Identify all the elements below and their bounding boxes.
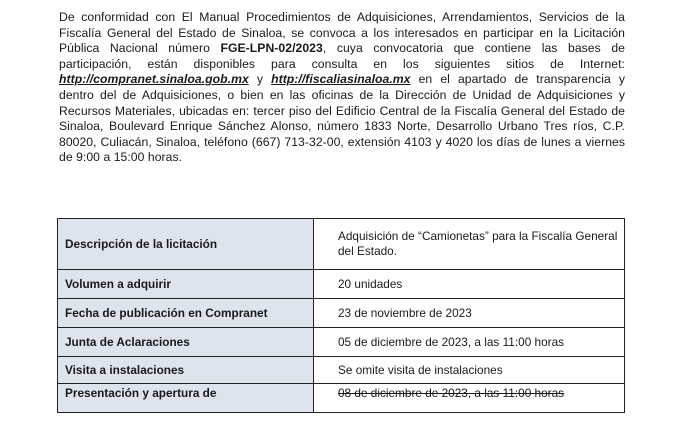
row-label: Junta de Aclaraciones — [58, 328, 314, 357]
row-label: Fecha de publicación en Compranet — [58, 299, 314, 328]
row-value: 08 de diciembre de 2023, a las 11:00 horas — [314, 384, 625, 413]
table-row-site-visit — [58, 357, 625, 384]
table-row-clarifications — [58, 328, 625, 357]
row-label: Presentación y apertura de — [58, 384, 314, 413]
row-value: Se omite visita de instalaciones — [314, 357, 625, 384]
row-label: Visita a instalaciones — [58, 357, 314, 384]
row-value: 20 unidades — [314, 270, 625, 299]
table-row-volume — [58, 270, 625, 299]
row-value: Adquisición de “Camionetas” para la Fiscalía General del Estado. — [314, 219, 625, 270]
intro-text-4: en el apartado de transparencia y dentro del de Adquisiciones, o bien en las oficinas de la Dirección de Unidad de Adquisiciones y Recursos Materiales, ubicadas en: tercer piso del Edificio Central de la Fiscalía General del Estado de Sinaloa, Boulevard Enrique Sánchez Alonso, número 1833 Norte, Desarrollo Urbano Tres ríos, C.P. 80020, Culiacán, Sinaloa, teléfono (667) 713-32-00, extensión 4103 y 4020 los días de lunes a viernes de 9:00 a 15:00 horas. — [59, 72, 625, 165]
table-row-presentation — [58, 384, 625, 413]
tender-number: FGE-LPN-02/2023 — [220, 41, 323, 56]
compranet-link[interactable]: http://compranet.sinaloa.gob.mx — [59, 72, 249, 87]
row-value: 23 de noviembre de 2023 — [314, 299, 625, 328]
intro-text-2: , cuya convocatoria que contiene las bases de participación, están disponibles para consulta en los siguientes sitios de Internet: — [59, 41, 625, 71]
row-label: Descripción de la licitación — [58, 219, 314, 270]
fiscalia-link[interactable]: http://fiscaliasinaloa.mx — [271, 72, 411, 87]
table-row-description — [58, 219, 625, 270]
intro-text-3: y — [248, 72, 272, 87]
intro-paragraph — [59, 10, 625, 166]
row-label: Volumen a adquirir — [58, 270, 314, 299]
intro-text-1: De conformidad con El Manual Procedimientos de Adquisiciones, Arrendamientos, Servicios de la Fiscalía General del Estado de Sinaloa, se convoca a los interesados en participar en la Licitación Pública Nacional número — [59, 10, 625, 56]
row-value: 05 de diciembre de 2023, a las 11:00 horas — [314, 328, 625, 357]
tender-details-table — [57, 218, 625, 413]
table-row-publication-date — [58, 299, 625, 328]
